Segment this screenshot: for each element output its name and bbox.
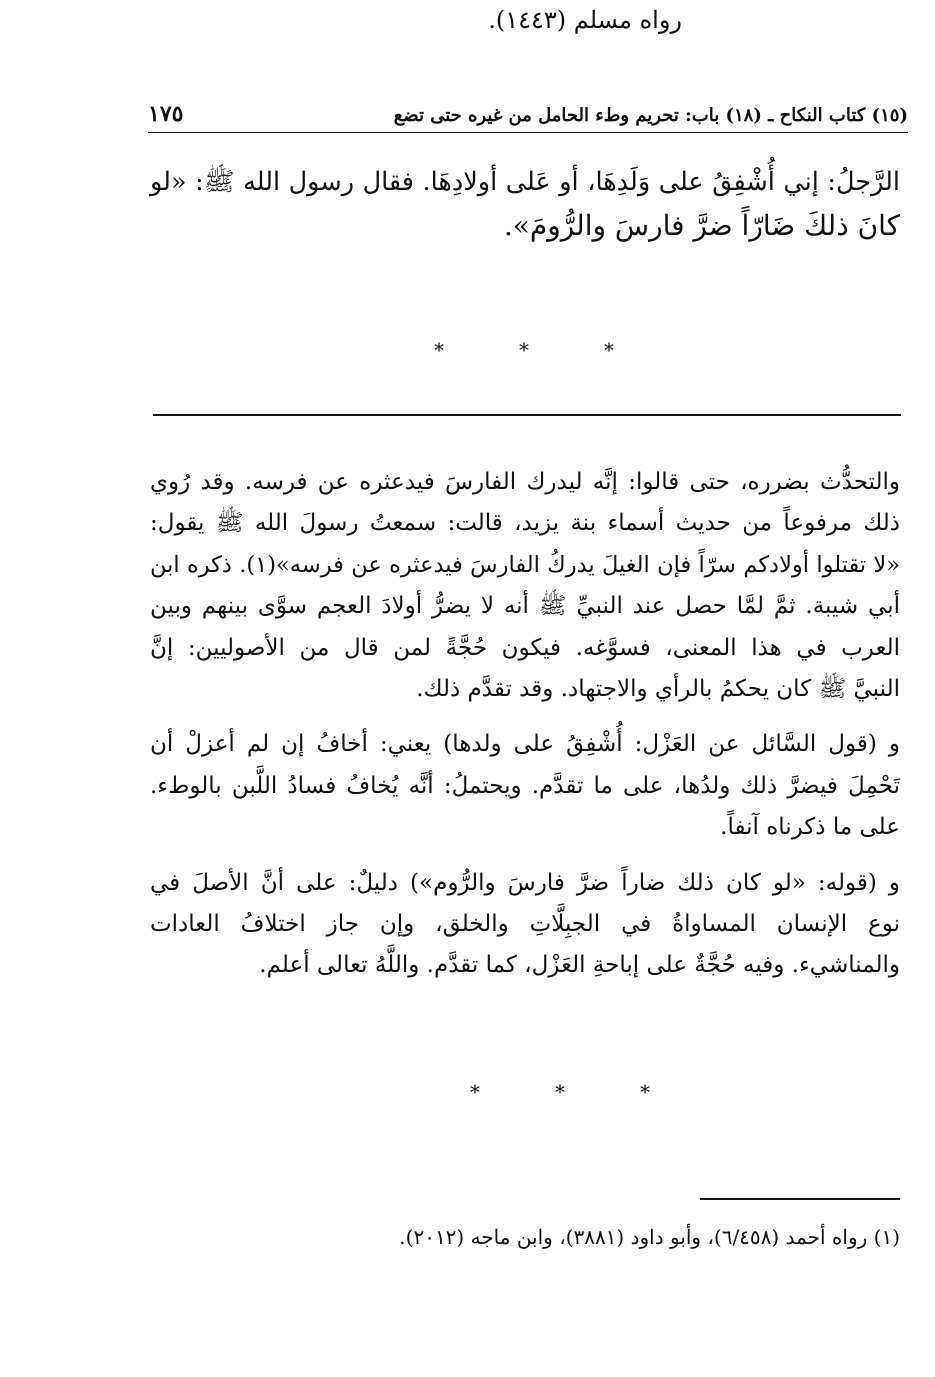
commentary-line: النبيَّ ﷺ كان يحكمُ بالرأي والاجتهاد. وقد تقدَّم ذلك. — [416, 676, 900, 703]
hadith-text — [150, 160, 900, 248]
end-separator-stars — [470, 1080, 650, 1104]
hadith-line: الرَّجلُ: إني أُشْفِقُ على وَلَدِهَا، أو عَلى أولادِهَا. فقال رسول الله ﷺ: «لو — [150, 167, 900, 197]
commentary-line: تَحْمِلَ فيضرَّ ذلك ولدُها، على ما تقدَّم. ويحتملُ: أنَّه يُخافُ فسادُ اللَّبن بالوطء. — [150, 772, 900, 799]
star-ornament: * — [640, 1080, 650, 1104]
star-ornament: * — [470, 1080, 480, 1104]
commentary-line: نوع الإنسان المساواةُ في الجبِلَّاتِ والخلق، وإن جاز اختلافُ العادات — [150, 911, 900, 938]
star-ornament: * — [434, 338, 444, 362]
commentary-paragraph — [150, 863, 900, 987]
star-ornament: * — [604, 338, 614, 362]
commentary-paragraph — [150, 462, 900, 710]
text-commentary-divider — [153, 414, 901, 416]
commentary-line: و (قول السَّائل عن العَزْل: أُشْفِقُ على ولدها) يعني: أخافُ إن لم أعزلْ أن — [150, 731, 900, 758]
commentary-line: ذلك مرفوعاً من حديث أسماء بنة يزيد، قالت: سمعتُ رسولَ الله ﷺ يقول: — [150, 510, 900, 537]
chapter-title: (١٥) كتاب النكاح ـ (١٨) باب: تحريم وطء الحامل من غيره حتى تضع — [393, 105, 908, 126]
hadith-line: كانَ ذلكَ ضَارّاً ضرَّ فارسَ والرُّومَ». — [503, 209, 900, 242]
commentary-line: أبي شيبة. ثمَّ لمَّا حصل عند النبيِّ ﷺ أنه لا يضرُّ أولادَ العجم سوَّى بينهم وبين — [150, 593, 900, 620]
commentary-line: العرب في هذا المعنى، فسوَّغه. فيكون حُجَّةً لمن قال من الأصوليين: إنَّ — [150, 634, 900, 661]
hadith-citation: رواه مسلم (١٤٤٣). — [488, 6, 682, 34]
commentary-line: والتحدُّث بضرره، حتى قالوا: إنَّه ليدرك الفارسَ فيدعثره عن فرسه. وقد رُوي — [150, 469, 900, 495]
commentary-line: و (قوله: «لو كان ذلك ضاراً ضرَّ فارسَ والرُّوم») دليلٌ: على أنَّ الأصلَ في — [150, 869, 900, 896]
commentary — [150, 462, 900, 987]
commentary-paragraph — [150, 724, 900, 848]
running-header — [148, 92, 908, 133]
page-number: ١٧٥ — [148, 101, 184, 127]
star-ornament: * — [519, 338, 529, 362]
star-ornament: * — [555, 1080, 565, 1104]
section-separator-stars — [434, 338, 614, 362]
commentary-line: «لا تقتلوا أولادكم سرّاً فإن الغيلَ يدركُ الفارسَ فيدعثره عن فرسه»(١). ذكره ابن — [150, 551, 901, 578]
commentary-line: والمناشيء. وفيه حُجَّةٌ على إباحةِ العَزْل، كما تقدَّم. واللَّهُ تعالى أعلم. — [259, 952, 900, 979]
commentary-line: على ما ذكرناه آنفاً. — [720, 814, 900, 841]
footnote: (١) رواه أحمد (٦/٤٥٨)، وأبو داود (٣٨٨١)، وابن ماجه (٢٠١٢). — [399, 1225, 900, 1249]
footnote-rule — [700, 1198, 900, 1200]
